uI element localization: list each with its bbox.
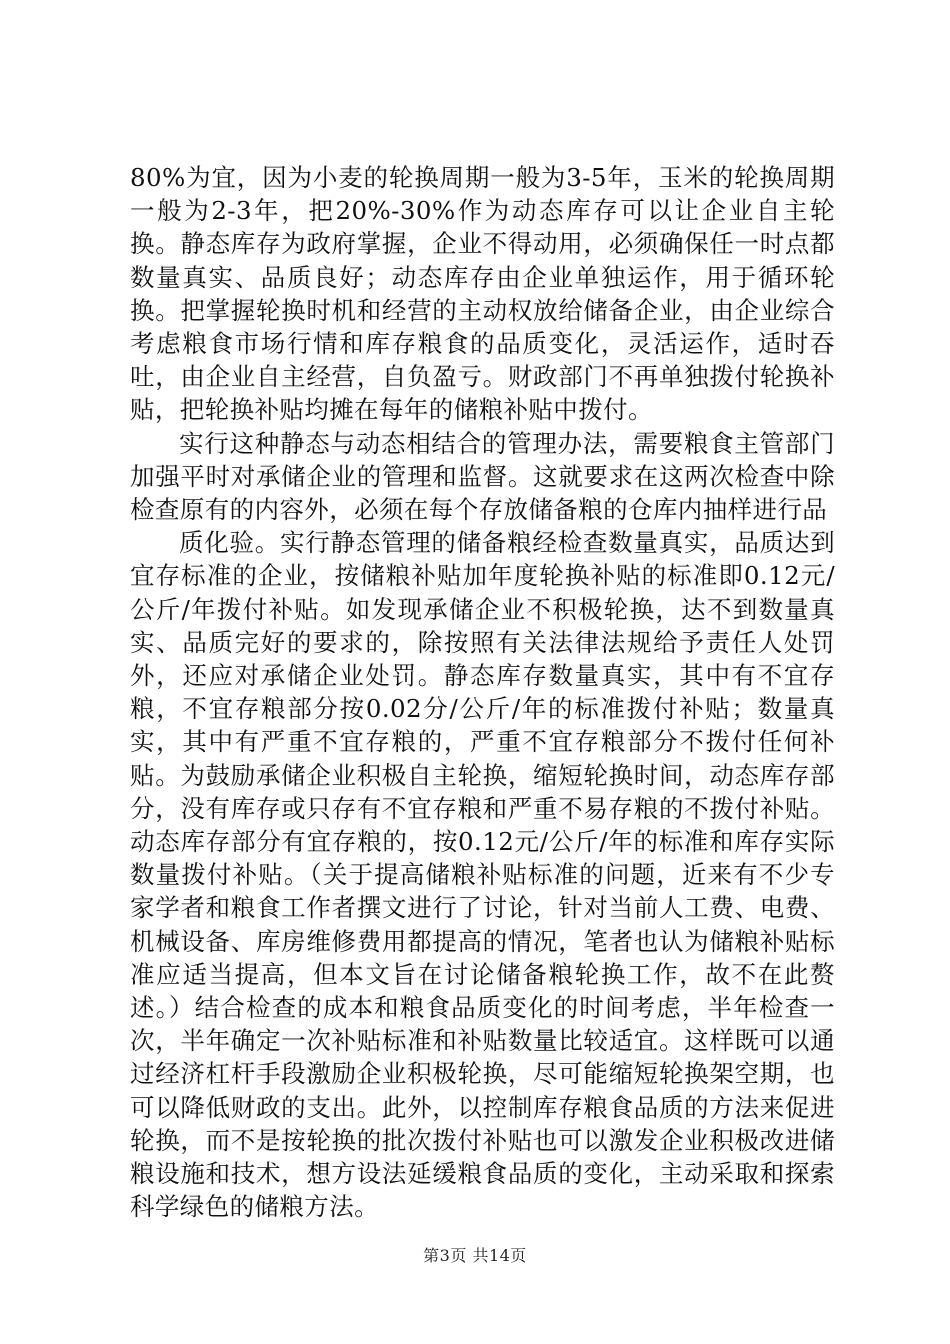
paragraph-management-method: 实行这种静态与动态相结合的管理办法，需要粮食主管部门加强平时对承储企业的管理和监督。这就要求在这两次检查中除检查原有的内容外，必须在每个存放储备粮的仓库内抽样进行品 xyxy=(130,428,835,525)
page-number-footer: 第3页 共14页 xyxy=(423,1246,527,1265)
paragraph-continued: 80%为宜，因为小麦的轮换周期一般为3-5年，玉米的轮换周期一般为2-3年，把20%-30%作为动态库存可以让企业自主轮换。静态库存为政府掌握，企业不得动用，必须确保任一时点都数量真实、品质良好；动态库存由企业单独运作，用于循环轮换。把掌握轮换时机和经营的主动权放给储备企业，由企业综合考虑粮食市场行情和库存粮食的品质变化，灵活运作，适时吞吐，由企业自主经营，自负盈亏。财政部门不再单独拨付轮换补贴，把轮换补贴均摊在每年的储粮补贴中拨付。 xyxy=(130,163,835,425)
paragraph-quality-testing: 质化验。实行静态管理的储备粮经检查数量真实，品质达到宜存标准的企业，按储粮补贴加年度轮换补贴的标准即0.12元/公斤/年拨付补贴。如发现承储企业不积极轮换，达不到数量真实、品质完好的要求的，除按照有关法律法规给予责任人处罚外，还应对承储企业处罚。静态库存数量真实，其中有不宜存粮，不宜存粮部分按0.02分/公斤/年的标准拨付补贴；数量真实，其中有严重不宜存粮的，严重不宜存粮部分不拨付任何补贴。为鼓励承储企业积极自主轮换，缩短轮换时间，动态库存部分，没有库存或只存有不宜存粮和严重不易存粮的不拨付补贴。动态库存部分有宜存粮的，按0.12元/公斤/年的标准和库存实际数量拨付补贴。（关于提高储粮补贴标准的问题，近来有不少专家学者和粮食工作者撰文进行了讨论，针对当前人工费、电费、机械设备、库房维修费用都提高的情况，笔者也认为储粮补贴标准应适当提高，但本文旨在讨论储备粮轮换工作，故不在此赘述。）结合检查的成本和粮食品质变化的时间考虑，半年检查一次，半年确定一次补贴标准和补贴数量比较适宜。这样既可以通过经济杠杆手段激励企业积极轮换，尽可能缩短轮换架空期，也可以降低财政的支出。此外，以控制库存粮食品质的方法来促进轮换，而不是按轮换的批次拨付补贴也可以激发企业积极改进储粮设施和技术，想方设法延缓粮食品质的变化，主动采取和探索科学绿色的储粮方法。 xyxy=(130,528,835,1222)
document-body xyxy=(130,161,835,1224)
